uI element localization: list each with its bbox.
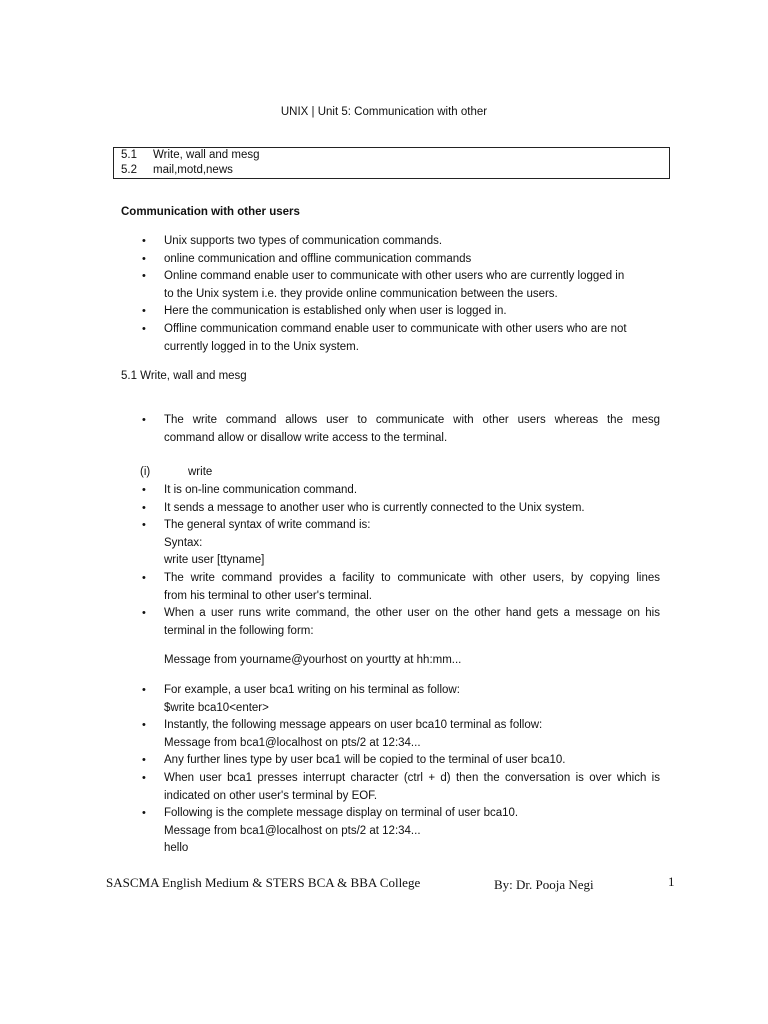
- toc-number: 5.1: [121, 149, 137, 161]
- text-line: The general syntax of write command is:: [164, 519, 371, 532]
- list-item: [140, 303, 660, 321]
- bullet-icon: •: [142, 684, 146, 696]
- text-line: It sends a message to another user who is currently connected to the Unix system.: [164, 501, 585, 514]
- list-item: [140, 500, 660, 518]
- list-item: [140, 805, 660, 858]
- text-line: The write command allows user to communicate with other users whereas the mesg: [164, 414, 660, 426]
- section-heading: Communication with other users: [121, 206, 300, 218]
- text-line: For example, a user bca1 writing on his terminal as follow:: [164, 684, 460, 696]
- list-item: [140, 752, 660, 770]
- bullet-icon: •: [142, 807, 146, 820]
- write-intro-list: [140, 412, 660, 447]
- footer-college: SASCMA English Medium & STERS BCA & BBA College: [106, 875, 421, 890]
- text-line: from his terminal to other user's terminal.: [164, 589, 372, 602]
- list-item: [140, 570, 660, 605]
- subsection-title: write: [188, 466, 213, 478]
- text-line: Instantly, the following message appears on user bca10 terminal as follow:: [164, 719, 543, 732]
- page-header-title: UNIX | Unit 5: Communication with other: [280, 106, 488, 118]
- text-line: terminal in the following form:: [164, 624, 314, 637]
- text-line: Syntax:: [164, 536, 203, 549]
- bullet-icon: •: [142, 414, 146, 426]
- text-line: hello: [164, 842, 189, 855]
- text-line: Unix supports two types of communication commands.: [164, 235, 443, 247]
- list-item: [140, 233, 660, 251]
- text-line: Here the communication is established only when user is logged in.: [164, 305, 507, 318]
- example-bullet-list: [140, 682, 660, 858]
- footer-author: By: Dr. Pooja Negi: [494, 877, 594, 892]
- page-number: 1: [668, 874, 675, 889]
- toc-box: [113, 147, 670, 179]
- text-line: command allow or disallow write access to the terminal.: [164, 431, 448, 444]
- list-item: [140, 321, 660, 356]
- text-line: Online command enable user to communicate with other users who are currently logged in: [164, 270, 625, 283]
- subsection-number: (i): [140, 466, 151, 478]
- bullet-icon: •: [142, 719, 146, 732]
- text-line: Message from bca1@localhost on pts/2 at 12:34...: [164, 824, 421, 837]
- bullet-icon: •: [142, 235, 146, 247]
- list-item: [140, 251, 660, 269]
- text-line: Message from bca1@localhost on pts/2 at 12:34...: [164, 736, 421, 749]
- list-item: [140, 770, 660, 805]
- text-line: write user [ttyname]: [164, 554, 265, 567]
- bullet-icon: •: [142, 771, 146, 784]
- toc-title: mail,motd,news: [153, 164, 233, 176]
- text-line: online communication and offline communication commands: [164, 252, 472, 265]
- bullet-icon: •: [142, 484, 146, 496]
- bullet-icon: •: [142, 252, 146, 265]
- bullet-icon: •: [142, 322, 146, 335]
- bullet-icon: •: [142, 501, 146, 514]
- bullet-icon: •: [142, 305, 146, 318]
- text-line: currently logged in to the Unix system.: [164, 340, 359, 353]
- text-line: It is on-line communication command.: [164, 484, 358, 496]
- text-line: Offline communication command enable user to communicate with other users who are not: [164, 322, 627, 335]
- bullet-icon: •: [142, 270, 146, 283]
- list-item: [140, 682, 660, 717]
- toc-row: [121, 148, 260, 163]
- text-line: When a user runs write command, the other user on the other hand gets a message on his: [164, 607, 660, 620]
- toc-row: [121, 163, 233, 178]
- list-item: [140, 517, 660, 570]
- list-item: [140, 605, 660, 640]
- bullet-icon: •: [142, 519, 146, 532]
- text-line: Following is the complete message display on terminal of user bca10.: [164, 807, 519, 820]
- message-form-line: Message from yourname@yourhost on yourtty at hh:mm...: [164, 654, 462, 666]
- subsection-label: [140, 466, 213, 478]
- list-item: [140, 412, 660, 447]
- list-item: [140, 268, 660, 303]
- text-line: indicated on other user's terminal by EOF.: [164, 789, 378, 802]
- intro-bullet-list: [140, 233, 660, 356]
- toc-number: 5.2: [121, 164, 137, 176]
- text-line: to the Unix system i.e. they provide online communication between the users.: [164, 287, 558, 300]
- text-line: $write bca10<enter>: [164, 701, 269, 714]
- toc-title: Write, wall and mesg: [153, 149, 260, 161]
- list-item: [140, 717, 660, 752]
- section-51-title: 5.1 Write, wall and mesg: [121, 370, 247, 382]
- bullet-icon: •: [142, 607, 146, 620]
- bullet-icon: •: [142, 754, 146, 767]
- list-item: [140, 482, 660, 500]
- write-bullet-list: [140, 482, 660, 640]
- bullet-icon: •: [142, 571, 146, 584]
- text-line: The write command provides a facility to communicate with other users, by copying lines: [164, 571, 660, 584]
- text-line: When user bca1 presses interrupt character (ctrl + d) then the conversation is over which is: [164, 771, 660, 784]
- text-line: Any further lines type by user bca1 will be copied to the terminal of user bca10.: [164, 754, 566, 767]
